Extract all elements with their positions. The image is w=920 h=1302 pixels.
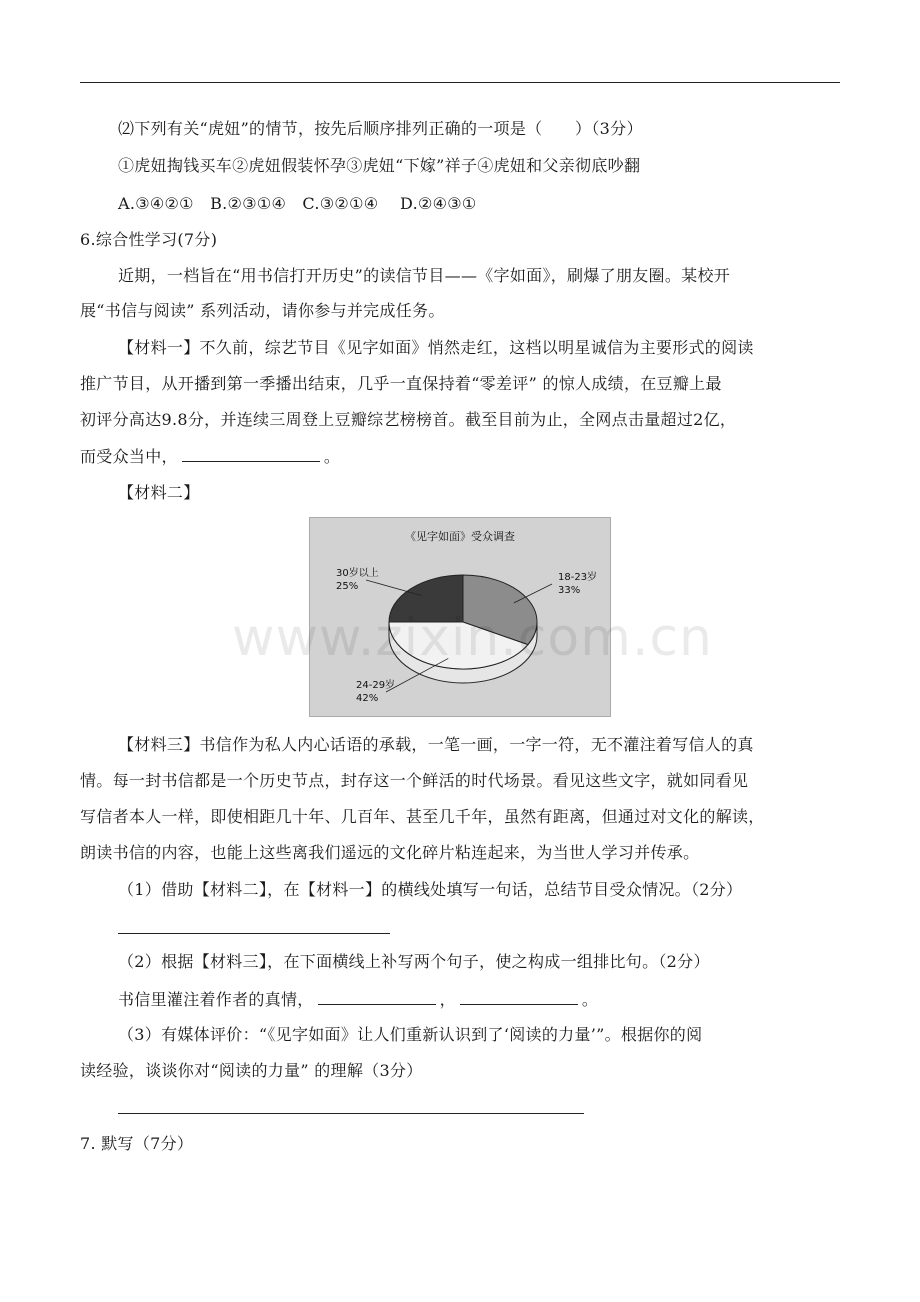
material-2-label: 【材料二】 [118, 483, 200, 502]
q5-2-options: A.③④②① B.②③①④ C.③②①④ D.②④③① [118, 194, 477, 213]
pie-label-value-0: 33% [558, 585, 581, 596]
material-1-line-4 [80, 445, 340, 468]
material-3-line-4: 朗读书信的内容，也能上这些离我们遥远的文化碎片粘连起来，为当世人学习并传承。 [80, 843, 700, 862]
material-1-line-1: 【材料一】不久前，综艺节目《见字如面》悄然走红，这档以明星诚信为主要形式的阅读 [118, 338, 754, 357]
q5-2-question: ⑵下列有关“虎妞”的情节，按先后顺序排列正确的一项是（ ）（3分） [118, 119, 643, 138]
pie-label-category-2: 30岁以上 [336, 568, 379, 579]
material-3-line-2: 情。每一封书信都是一个历史节点，封存这一个鲜活的时代场景。看见这些文字，就如同看见 [80, 771, 749, 790]
q6-intro-line-2: 展“书信与阅读” 系列活动，请你参与并完成任务。 [80, 301, 445, 320]
sub-question-2: （2）根据【材料三】，在下面横线上补写两个句子，使之构成一组排比句。（2分） [118, 952, 710, 971]
material-3-line-1: 【材料三】书信作为私人内心话语的承载，一笔一画，一字一符，无不灌注着写信人的真 [118, 735, 754, 754]
material-1-line-4-text: 而受众当中， [80, 447, 178, 466]
sub-question-1: （1）借助【材料二】，在【材料一】的横线处填写一句话，总结节目受众情况。（2分） [118, 880, 743, 899]
q6-heading: 6.综合性学习(7分) [80, 230, 218, 249]
sub-question-2-answer-row [118, 988, 598, 1011]
answer-blank-2a[interactable] [318, 988, 436, 1005]
chart-title: 《见字如面》受众调查 [405, 530, 515, 543]
pie-label-category-1: 24-29岁 [356, 680, 396, 691]
material-1-line-4-end: 。 [323, 447, 341, 466]
q5-2-events: ①虎妞掏钱买车②虎妞假装怀孕③虎妞“下嫁”祥子④虎妞和父亲彻底吵翻 [118, 156, 641, 175]
material-3-line-3: 写信者本人一样，即使相距几十年、几百年、甚至几千年，虽然有距离，但通过对文化的解读， [80, 807, 765, 826]
sub-question-2-lead: 书信里灌注着作者的真情， [118, 990, 314, 1009]
answer-blank-1[interactable] [182, 445, 320, 462]
pie-label-value-2: 25% [336, 581, 359, 592]
sub-question-3-line-2: 读经验，谈谈你对“阅读的力量” 的理解（3分） [80, 1061, 423, 1080]
sub-question-2-end: 。 [581, 990, 599, 1009]
answer-line-1[interactable] [118, 933, 390, 934]
answer-line-3[interactable] [118, 1113, 584, 1114]
pie-label-category-0: 18-23岁 [558, 572, 598, 583]
material-1-line-3: 初评分高达9.8分，并连续三周登上豆瓣综艺榜榜首。截至目前为止，全网点击量超过2亿， [80, 410, 737, 429]
header-rule [80, 82, 840, 83]
q7-heading: 7. 默写（7分） [80, 1134, 194, 1153]
sub-question-3-line-1: （3）有媒体评价：“《见字如面》让人们重新认识到了‘阅读的力量’”。根据你的阅 [118, 1025, 703, 1044]
watermark: www.zixin.com.cn [232, 608, 713, 668]
material-1-line-2: 推广节目，从开播到第一季播出结束，几乎一直保持着“零差评” 的惊人成绩，在豆瓣上最 [80, 374, 722, 393]
q6-intro-line-1: 近期，一档旨在“用书信打开历史”的读信节目——《字如面》，刷爆了朋友圈。某校开 [118, 266, 731, 285]
sub-question-2-comma: ， [439, 990, 456, 1009]
answer-blank-2b[interactable] [460, 988, 578, 1005]
pie-label-value-1: 42% [356, 693, 379, 704]
